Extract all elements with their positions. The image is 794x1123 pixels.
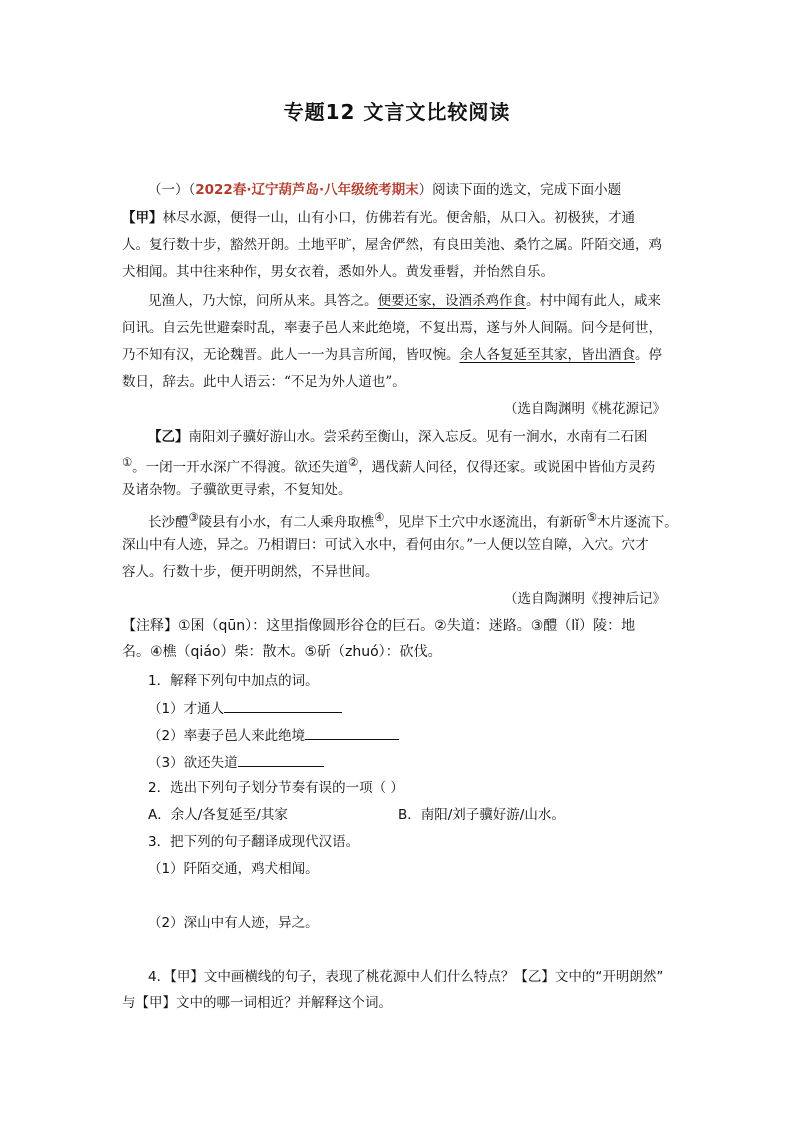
jia-text: 。村中闻有此人，咸来 (526, 293, 661, 309)
jia-line-1 (122, 209, 635, 227)
exam-source: 2022春·辽宁葫芦岛·八年级统考期末 (195, 182, 419, 198)
notes-line-2: 名。④樵（qiáo）柴：散木。⑤斫（zhuó）：砍伐。 (122, 644, 442, 660)
footnote-mark: ⑤ (586, 511, 597, 524)
jia-text: 。停 (635, 347, 662, 363)
question-4-line-2: 与【甲】文中的哪一词相近？并解释这个词。 (122, 995, 392, 1011)
question-1a (148, 698, 342, 718)
yi-line-5: 深山中有人迹，异之。乃相谓曰：可试入水中，看何由尔。”一人便以笠自障，入穴。穴才 (122, 537, 649, 553)
answer-blank[interactable] (224, 698, 342, 713)
answer-blank[interactable] (305, 725, 399, 740)
intro-suffix: ）阅读下面的选文，完成下面小题 (418, 182, 622, 198)
underlined-sentence-1: 便要还家，设酒杀鸡作食 (377, 293, 526, 309)
yi-text: 南阳刘子骥好游山水。尝采药至衡山，深入忘反。见有一涧水，水南有二石囷 (188, 429, 648, 445)
option-a[interactable]: A．余人/各复延至/其家 (148, 807, 288, 823)
underlined-sentence-2: 余人各复延至其家，皆出酒食 (459, 347, 635, 363)
yi-line-4 (148, 509, 678, 532)
yi-line-2 (122, 454, 655, 477)
yi-text: 陵县有小水，有二人乘舟取樵 (198, 514, 375, 531)
question-4-line-1: 4．【甲】文中画横线的句子，表现了桃花源中人们什么特点？【乙】文中的“开明朗然” (148, 969, 664, 985)
jia-line-4 (148, 292, 661, 310)
jia-text: 见渔人，乃大惊，问所从来。具答之。 (148, 293, 378, 309)
jia-line-2: 人。复行数十步，豁然开朗。土地平旷，屋舍俨然，有良田美池、桑竹之属。阡陌交通，鸡 (122, 237, 662, 253)
option-b[interactable]: B．南阳/刘子骥好游/山水。 (398, 807, 565, 823)
footnote-mark: ① (122, 456, 133, 469)
question-1a-text: （1）才通人 (148, 701, 225, 717)
footnote-mark: ④ (374, 511, 385, 524)
yi-line-6: 容人。行数十步，便开明朗然，不异世间。 (122, 564, 379, 580)
yi-text: ，见岸下土穴中水逐流出，有新斫 (384, 514, 587, 531)
footnote-mark: ② (348, 456, 359, 469)
question-1c (148, 752, 324, 772)
jia-text: 乃不知有汉，无论魏晋。此人一一为具言所闻，皆叹惋。 (122, 347, 460, 363)
jia-line-5: 问讯。自云先世避秦时乱，率妻子邑人来此绝境，不复出焉，遂与外人间隔。问今是何世， (122, 320, 662, 336)
yi-label: 【乙】 (148, 429, 189, 445)
jia-line-3: 犬相闻。其中往来种作，男女衣着，悉如外人。黄发垂髫，并怡然自乐。 (122, 264, 554, 280)
yi-text: 长沙醴 (148, 514, 189, 531)
question-1-stem: 1．解释下列句中加点的词。 (148, 673, 319, 689)
jia-text: 林尽水源，便得一山，山有小口，仿佛若有光。便舍船，从口入。初极狭，才通 (162, 210, 635, 226)
jia-label: 【甲】 (122, 210, 163, 226)
yi-line-3: 及诸杂物。子骥欲更寻索，不复知处。 (122, 482, 352, 498)
yi-line-1 (148, 428, 648, 446)
jia-line-6 (122, 346, 662, 364)
question-3b: （2）深山中有人迹，异之。 (148, 915, 319, 931)
notes-line-1: 【注释】①囷（qūn）：这里指像圆形谷仓的巨石。②失道：迷路。③醴（lǐ）陵：地 (122, 618, 636, 634)
question-3-stem: 3．把下列的句子翻译成现代汉语。 (148, 834, 360, 850)
yi-citation: （选自陶渊明《搜神后记》 (504, 591, 666, 607)
footnote-mark: ③ (188, 511, 199, 524)
section-intro (148, 181, 621, 199)
question-1c-text: （3）欲还失道 (148, 755, 238, 771)
question-3a: （1）阡陌交通，鸡犬相闻。 (148, 861, 319, 877)
intro-prefix: （一）（ (148, 182, 196, 198)
answer-blank[interactable] (238, 752, 324, 767)
question-1b-text: （2）率妻子邑人来此绝境 (148, 728, 306, 744)
page-title: 专题12 文言文比较阅读 (283, 100, 511, 124)
jia-citation: （选自陶渊明《桃花源记》 (504, 401, 666, 417)
jia-line-7: 数日，辞去。此中人语云：“不足为外人道也”。 (122, 374, 406, 390)
yi-text: 。一闭一开水深广不得渡。欲还失道 (132, 459, 349, 476)
question-1b (148, 725, 399, 745)
yi-text: 木片逐流下。 (596, 514, 678, 531)
question-2-stem: 2．选出下列句子划分节奏有误的一项（ ） (148, 780, 404, 796)
yi-text: ，遇伐薪人问径，仅得还家。或说囷中皆仙方灵药 (358, 459, 656, 476)
